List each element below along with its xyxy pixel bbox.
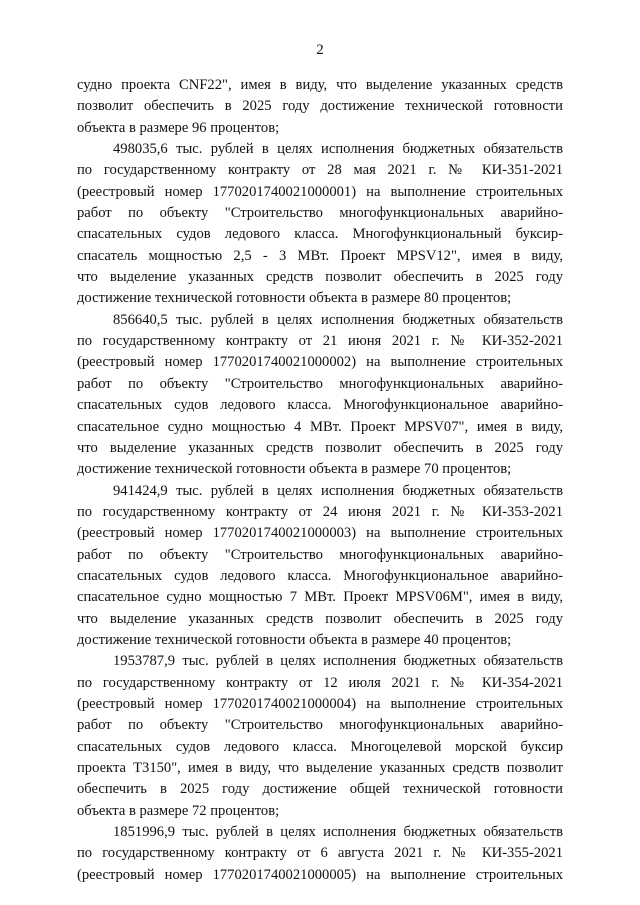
text-line: по государственному контракту от 12 июля 2021 г. № КИ-354-2021 [77,674,563,691]
paragraph-first-line: 856640,5 тыс. рублей в целях исполнения бюджетных обязательств [113,311,563,328]
paragraph-last-line: достижение технической готовности объекта в размере 40 процентов; [77,631,512,648]
paragraph-last-line: объекта в размере 72 процентов; [77,802,280,819]
paragraph-first-line: 1953787,9 тыс. рублей в целях исполнения бюджетных обязательств [113,653,563,670]
text-line: спасательных судов ледового класса. Многофункциональное аварийно- [77,567,563,584]
document-body [77,75,563,886]
text-line: спасатель мощностью 2,5 - 3 МВт. Проект MPSV12", имея в виду, [77,247,563,264]
text-line: обеспечить в 2025 году достижение общей технической готовности [77,781,563,798]
paragraph-last-line: достижение технической готовности объекта в размере 70 процентов; [77,461,512,478]
text-line: по государственному контракту от 28 мая 2021 г. № КИ-351-2021 [77,162,563,179]
text-line: (реестровый номер 1770201740021000004) на выполнение строительных [77,695,563,712]
paragraph-last-line: объекта в размере 96 процентов; [77,119,280,136]
text-line: по государственному контракту от 24 июня 2021 г. № КИ-353-2021 [77,503,563,520]
paragraph-first-line: 498035,6 тыс. рублей в целях исполнения бюджетных обязательств [113,141,563,158]
text-line: спасательное судно мощностью 7 МВт. Проект MPSV06M", имея в виду, [77,589,563,606]
text-line: спасательных судов ледового класса. Многоцелевой морской буксир [77,738,563,755]
text-line: работ по объекту "Строительство многофункциональных аварийно- [77,375,563,392]
text-line: что выделение указанных средств позволит обеспечить в 2025 году [77,439,563,456]
page-number: 2 [316,42,324,58]
text-line: спасательных судов ледового класса. Многофункциональное аварийно- [77,397,563,414]
text-line: работ по объекту "Строительство многофункциональных аварийно- [77,717,563,734]
text-line: судно проекта CNF22", имея в виду, что выделение указанных средств [77,77,563,93]
text-line: работ по объекту "Строительство многофункциональных аварийно- [77,546,563,563]
text-line: спасательное судно мощностью 4 МВт. Проект MPSV07", имея в виду, [77,418,563,435]
text-line: по государственному контракту от 21 июня 2021 г. № КИ-352-2021 [77,333,563,350]
text-line: (реестровый номер 1770201740021000003) на выполнение строительных [77,525,563,542]
text-line: (реестровый номер 1770201740021000005) на выполнение строительных [77,866,563,883]
text-line: (реестровый номер 1770201740021000001) на выполнение строительных [77,183,563,200]
text-line: проекта Т3150", имея в виду, что выделение указанных средств позволит [77,760,563,776]
text-line: (реестровый номер 1770201740021000002) на выполнение строительных [77,354,563,371]
paragraph-last-line: достижение технической готовности объекта в размере 80 процентов; [77,290,512,307]
text-line: работ по объекту "Строительство многофункциональных аварийно- [77,205,563,222]
text-line: позволит обеспечить в 2025 году достижение технической готовности [77,98,563,115]
text-line: что выделение указанных средств позволит обеспечить в 2025 году [77,610,563,627]
paragraph-first-line: 941424,9 тыс. рублей в целях исполнения бюджетных обязательств [113,482,563,499]
text-line: что выделение указанных средств позволит обеспечить в 2025 году [77,269,563,286]
text-line: по государственному контракту от 6 августа 2021 г. № КИ-355-2021 [77,845,563,862]
text-line: спасательных судов ледового класса. Многофункциональный буксир- [77,226,563,243]
paragraph-first-line: 1851996,9 тыс. рублей в целях исполнения бюджетных обязательств [113,824,563,841]
